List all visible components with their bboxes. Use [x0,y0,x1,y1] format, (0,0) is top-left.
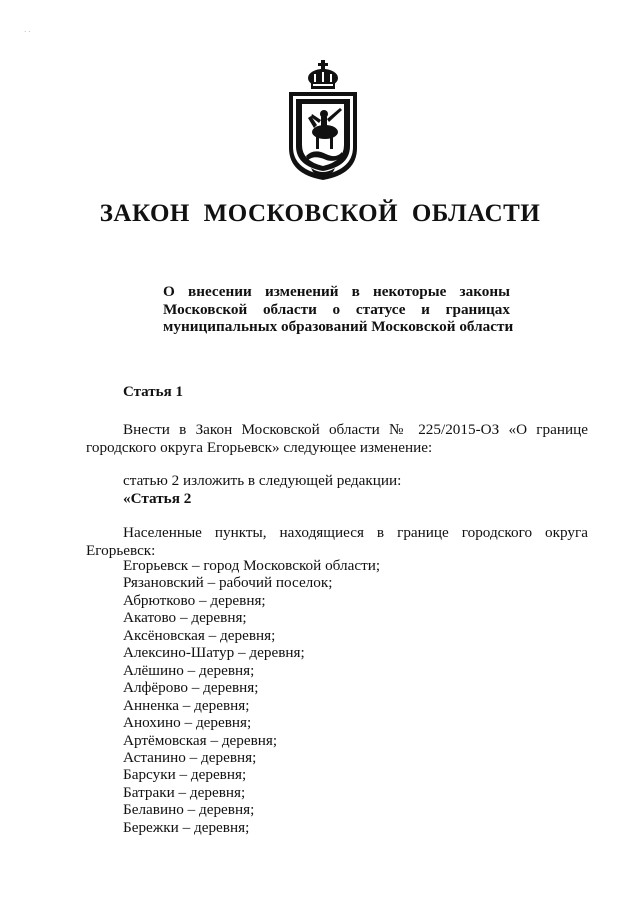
subtitle-line: муниципальных образований Московской области [163,318,514,335]
moscow-oblast-coat-of-arms-emblem [284,56,362,182]
subtitle-line: О внесении изменений в некоторые законы [163,283,510,300]
paragraph-line: Внести в Закон Московской области № 225/2015-ОЗ «О границе [123,421,588,438]
document-title: ЗАКОН МОСКОВСКОЙ ОБЛАСТИ [99,200,541,227]
paragraph-line: Егорьевск: [86,541,156,559]
document-subtitle [163,283,514,336]
list-item: Алфёрово – деревня; [123,679,259,697]
list-item: Артёмовская – деревня; [123,731,278,749]
amendment-instruction [86,472,588,507]
article-1-heading: Статья 1 [123,384,183,400]
list-item: Егорьевск – город Московской области; [123,557,381,574]
list-item: Рязановский – рабочий поселок; [123,574,333,592]
list-item: Алёшино – деревня; [123,661,255,679]
paragraph-line: Населенные пункты, находящиеся в границе городского округа [123,524,588,541]
list-item: Абрютково – деревня; [123,591,266,609]
list-item: Барсуки – деревня; [123,766,247,784]
scan-specks: · · [24,28,31,36]
paragraph-line: городского округа Егорьевск» следующее изменение: [86,438,433,456]
list-item: Батраки – деревня; [123,783,246,801]
list-item: Анохино – деревня; [123,714,252,732]
quoted-article-heading: «Статья 2 [123,489,192,507]
list-item: Бережки – деревня; [123,818,250,836]
list-item: Белавино – деревня; [123,801,255,819]
paragraph-line: статью 2 изложить в следующей редакции: [123,472,402,489]
list-item: Астанино – деревня; [123,748,257,766]
article-1-paragraph [86,421,588,456]
settlements-intro [86,524,588,559]
settlements-list [123,557,380,836]
subtitle-line: Московской области о статусе и границах [163,300,510,318]
list-item: Акатово – деревня; [123,609,247,627]
list-item: Аксёновская – деревня; [123,626,276,644]
list-item: Алексино-Шатур – деревня; [123,644,305,662]
list-item: Анненка – деревня; [123,696,250,714]
